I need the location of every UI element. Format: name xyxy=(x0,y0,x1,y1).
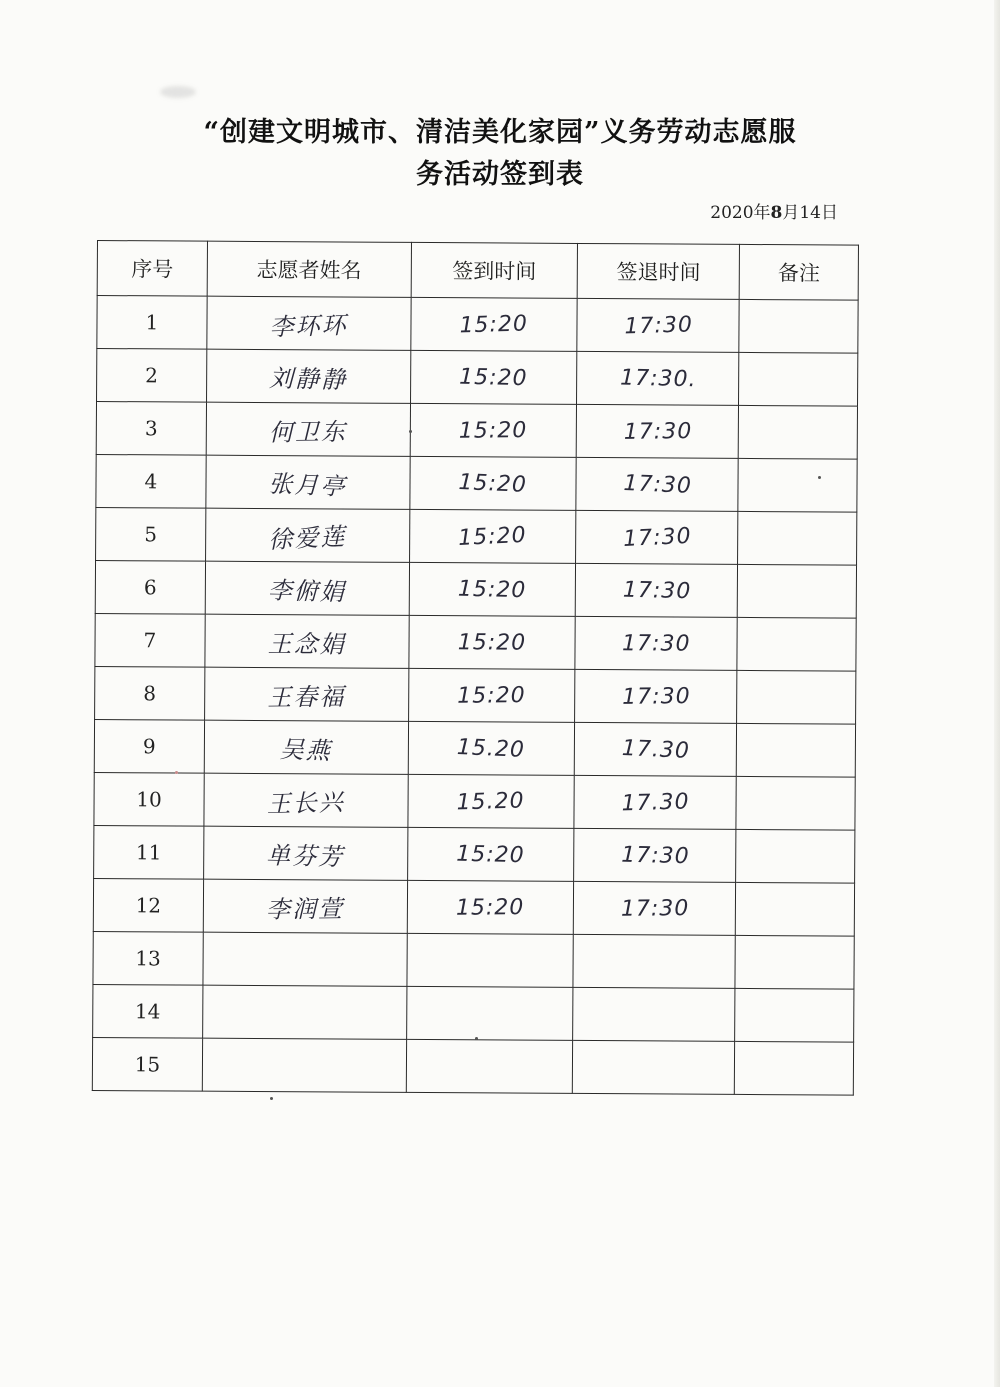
header-remarks: 备注 xyxy=(739,244,858,300)
sign-in-time xyxy=(408,668,575,722)
row-number: 2 xyxy=(97,349,207,403)
sign-in-time-text: 15:20 xyxy=(457,682,526,709)
sign-out-time xyxy=(576,510,738,564)
table-row xyxy=(93,984,854,1042)
volunteer-signature xyxy=(205,614,409,668)
sign-out-time-text: 17:30 xyxy=(622,577,692,604)
row-number: 12 xyxy=(93,878,203,932)
sign-out-time-text: 17.30 xyxy=(621,735,691,764)
sign-in-time xyxy=(407,774,574,828)
sign-in-time xyxy=(410,403,577,457)
sign-out-time-text: 17:30 xyxy=(621,683,691,710)
scan-speck xyxy=(818,476,821,479)
remarks-cell xyxy=(734,1041,853,1095)
row-number: 15 xyxy=(92,1037,202,1091)
row-number: 10 xyxy=(94,772,204,826)
sign-out-time xyxy=(577,298,739,352)
volunteer-signature xyxy=(206,349,410,403)
sign-out-time xyxy=(576,457,738,511)
sign-out-time xyxy=(574,828,736,882)
volunteer-signature xyxy=(206,402,410,456)
sign-out-time-text: 17:30 xyxy=(622,470,692,499)
sheet-title-line-2: 务活动签到表 xyxy=(416,159,584,190)
volunteer-signature xyxy=(207,296,411,350)
sign-in-time-text: 15:20 xyxy=(457,522,528,551)
sign-in-time-text: 15:20 xyxy=(456,894,525,921)
remarks-cell xyxy=(735,882,854,936)
sign-in-time xyxy=(409,456,576,510)
scan-smudge xyxy=(160,86,196,98)
sign-in-time xyxy=(406,933,573,987)
volunteer-signature xyxy=(204,667,408,721)
sign-in-time xyxy=(406,1039,573,1093)
volunteer-signature-text: 何卫东 xyxy=(268,417,348,447)
scan-speck xyxy=(175,771,178,774)
sign-in-time xyxy=(406,986,573,1040)
volunteer-signature xyxy=(203,826,407,880)
sign-out-time-text: 17:30 xyxy=(622,630,691,657)
sign-in-time-text: 15:20 xyxy=(457,576,527,603)
volunteer-signature-text: 徐爱莲 xyxy=(267,521,348,554)
sign-in-time xyxy=(409,562,576,616)
header-sign-out-time: 签退时间 xyxy=(577,243,739,299)
row-number: 7 xyxy=(95,613,205,667)
sign-out-time-text: 17:30 xyxy=(620,842,690,869)
sign-in-time xyxy=(410,350,577,404)
sign-out-time xyxy=(577,351,739,405)
remarks-cell xyxy=(737,617,856,671)
sign-out-time xyxy=(573,934,735,988)
sign-out-time xyxy=(575,722,737,776)
remarks-cell xyxy=(738,458,857,512)
table-row xyxy=(95,560,856,618)
table-row xyxy=(96,507,857,565)
sign-in-time-text: 15:20 xyxy=(458,417,528,444)
volunteer-signature-text: 李润萱 xyxy=(265,894,345,924)
table-row xyxy=(97,349,858,407)
row-number: 3 xyxy=(96,402,206,456)
sign-in-time-text: 15:20 xyxy=(457,629,527,656)
row-number: 8 xyxy=(95,666,205,720)
sign-in-time xyxy=(408,615,575,669)
volunteer-signature-text: 刘静静 xyxy=(268,363,348,394)
table-row xyxy=(96,402,857,460)
row-number: 6 xyxy=(95,560,205,614)
row-number: 14 xyxy=(93,984,203,1038)
remarks-cell xyxy=(738,405,857,459)
sign-in-time xyxy=(408,721,575,775)
table-row xyxy=(93,878,854,936)
volunteer-signature-text: 吴燕 xyxy=(279,734,333,765)
sign-in-time-text: 15:20 xyxy=(458,469,528,498)
sign-in-time-text: 15.20 xyxy=(456,787,526,815)
volunteer-signature-text: 单芬芳 xyxy=(266,840,345,871)
header-volunteer-name: 志愿者姓名 xyxy=(207,241,411,297)
volunteer-signature xyxy=(204,773,408,827)
scan-edge xyxy=(994,0,1000,1387)
sign-in-time xyxy=(407,827,574,881)
sign-out-time-text: 17:30 xyxy=(622,523,692,552)
sign-in-time-text: 15:20 xyxy=(459,310,529,338)
remarks-cell xyxy=(736,776,855,830)
date-day: 月14日 xyxy=(782,203,838,223)
sign-out-time-text: 17:30 xyxy=(623,311,693,339)
volunteer-signature-text: 王长兴 xyxy=(266,787,346,818)
volunteer-signature xyxy=(206,455,410,509)
row-number: 5 xyxy=(96,507,206,561)
volunteer-signature xyxy=(205,508,409,562)
row-number: 4 xyxy=(96,454,206,508)
sign-in-time xyxy=(410,297,577,351)
volunteer-signature-text: 王念娟 xyxy=(267,629,346,659)
volunteer-signature-text: 张月亭 xyxy=(268,469,348,501)
sign-out-time-text: 17:30 xyxy=(620,895,690,922)
volunteer-signature xyxy=(202,1038,406,1092)
volunteer-signature xyxy=(203,932,407,986)
remarks-cell xyxy=(735,935,854,989)
sign-out-time xyxy=(573,987,735,1041)
table-row xyxy=(92,1037,853,1095)
sign-in-time-text: 15:20 xyxy=(459,364,529,391)
sign-in-time xyxy=(409,509,576,563)
table-body xyxy=(92,296,858,1096)
volunteer-signature xyxy=(203,879,407,933)
table-row xyxy=(94,825,855,883)
table-row xyxy=(93,931,854,989)
sign-out-time-text: 17.30 xyxy=(620,788,690,816)
volunteer-signature-text: 李俯娟 xyxy=(267,575,347,606)
remarks-cell xyxy=(739,299,858,353)
header-number: 序号 xyxy=(97,241,207,297)
table-header-row xyxy=(97,241,858,301)
table-row xyxy=(94,772,855,830)
remarks-cell xyxy=(737,564,856,618)
table-row xyxy=(95,613,856,671)
sign-out-time xyxy=(573,1040,735,1094)
sign-out-time-text: 17:30. xyxy=(619,365,697,392)
scan-speck xyxy=(270,1097,273,1100)
table-row xyxy=(97,296,858,354)
remarks-cell xyxy=(737,670,856,724)
remarks-cell xyxy=(735,988,854,1042)
remarks-cell xyxy=(739,352,858,406)
sheet-title-line-1: “创建文明城市、清洁美化家园”义务劳动志愿服 xyxy=(203,117,797,148)
sign-out-time-text: 17:30 xyxy=(623,418,692,445)
sign-out-time xyxy=(577,404,739,458)
date-year: 2020年 xyxy=(710,203,771,223)
sign-out-time xyxy=(575,669,737,723)
remarks-cell xyxy=(738,511,857,565)
volunteer-signature-text: 李环环 xyxy=(269,310,349,341)
sign-in-table xyxy=(92,240,859,1096)
sign-out-time xyxy=(574,775,736,829)
sign-in-time-text: 15:20 xyxy=(456,841,526,868)
sign-in-time-text: 15.20 xyxy=(456,734,526,763)
volunteer-signature xyxy=(205,561,409,615)
volunteer-signature-text: 王春福 xyxy=(267,682,346,712)
volunteer-signature xyxy=(202,985,406,1039)
sheet-date xyxy=(710,198,838,223)
row-number: 1 xyxy=(97,296,207,350)
row-number: 9 xyxy=(94,719,204,773)
sign-out-time xyxy=(575,616,737,670)
table-row xyxy=(95,666,856,724)
header-sign-in-time: 签到时间 xyxy=(411,242,578,298)
remarks-cell xyxy=(736,723,855,777)
scan-speck xyxy=(409,430,412,433)
table-row xyxy=(94,719,855,777)
date-month: 8 xyxy=(770,203,783,223)
volunteer-signature xyxy=(204,720,408,774)
sign-out-time xyxy=(576,563,738,617)
sign-out-time xyxy=(574,881,736,935)
remarks-cell xyxy=(736,829,855,883)
table-row xyxy=(96,454,857,512)
row-number: 11 xyxy=(94,825,204,879)
scan-speck xyxy=(475,1037,478,1040)
row-number: 13 xyxy=(93,931,203,985)
sign-in-time xyxy=(407,880,574,934)
